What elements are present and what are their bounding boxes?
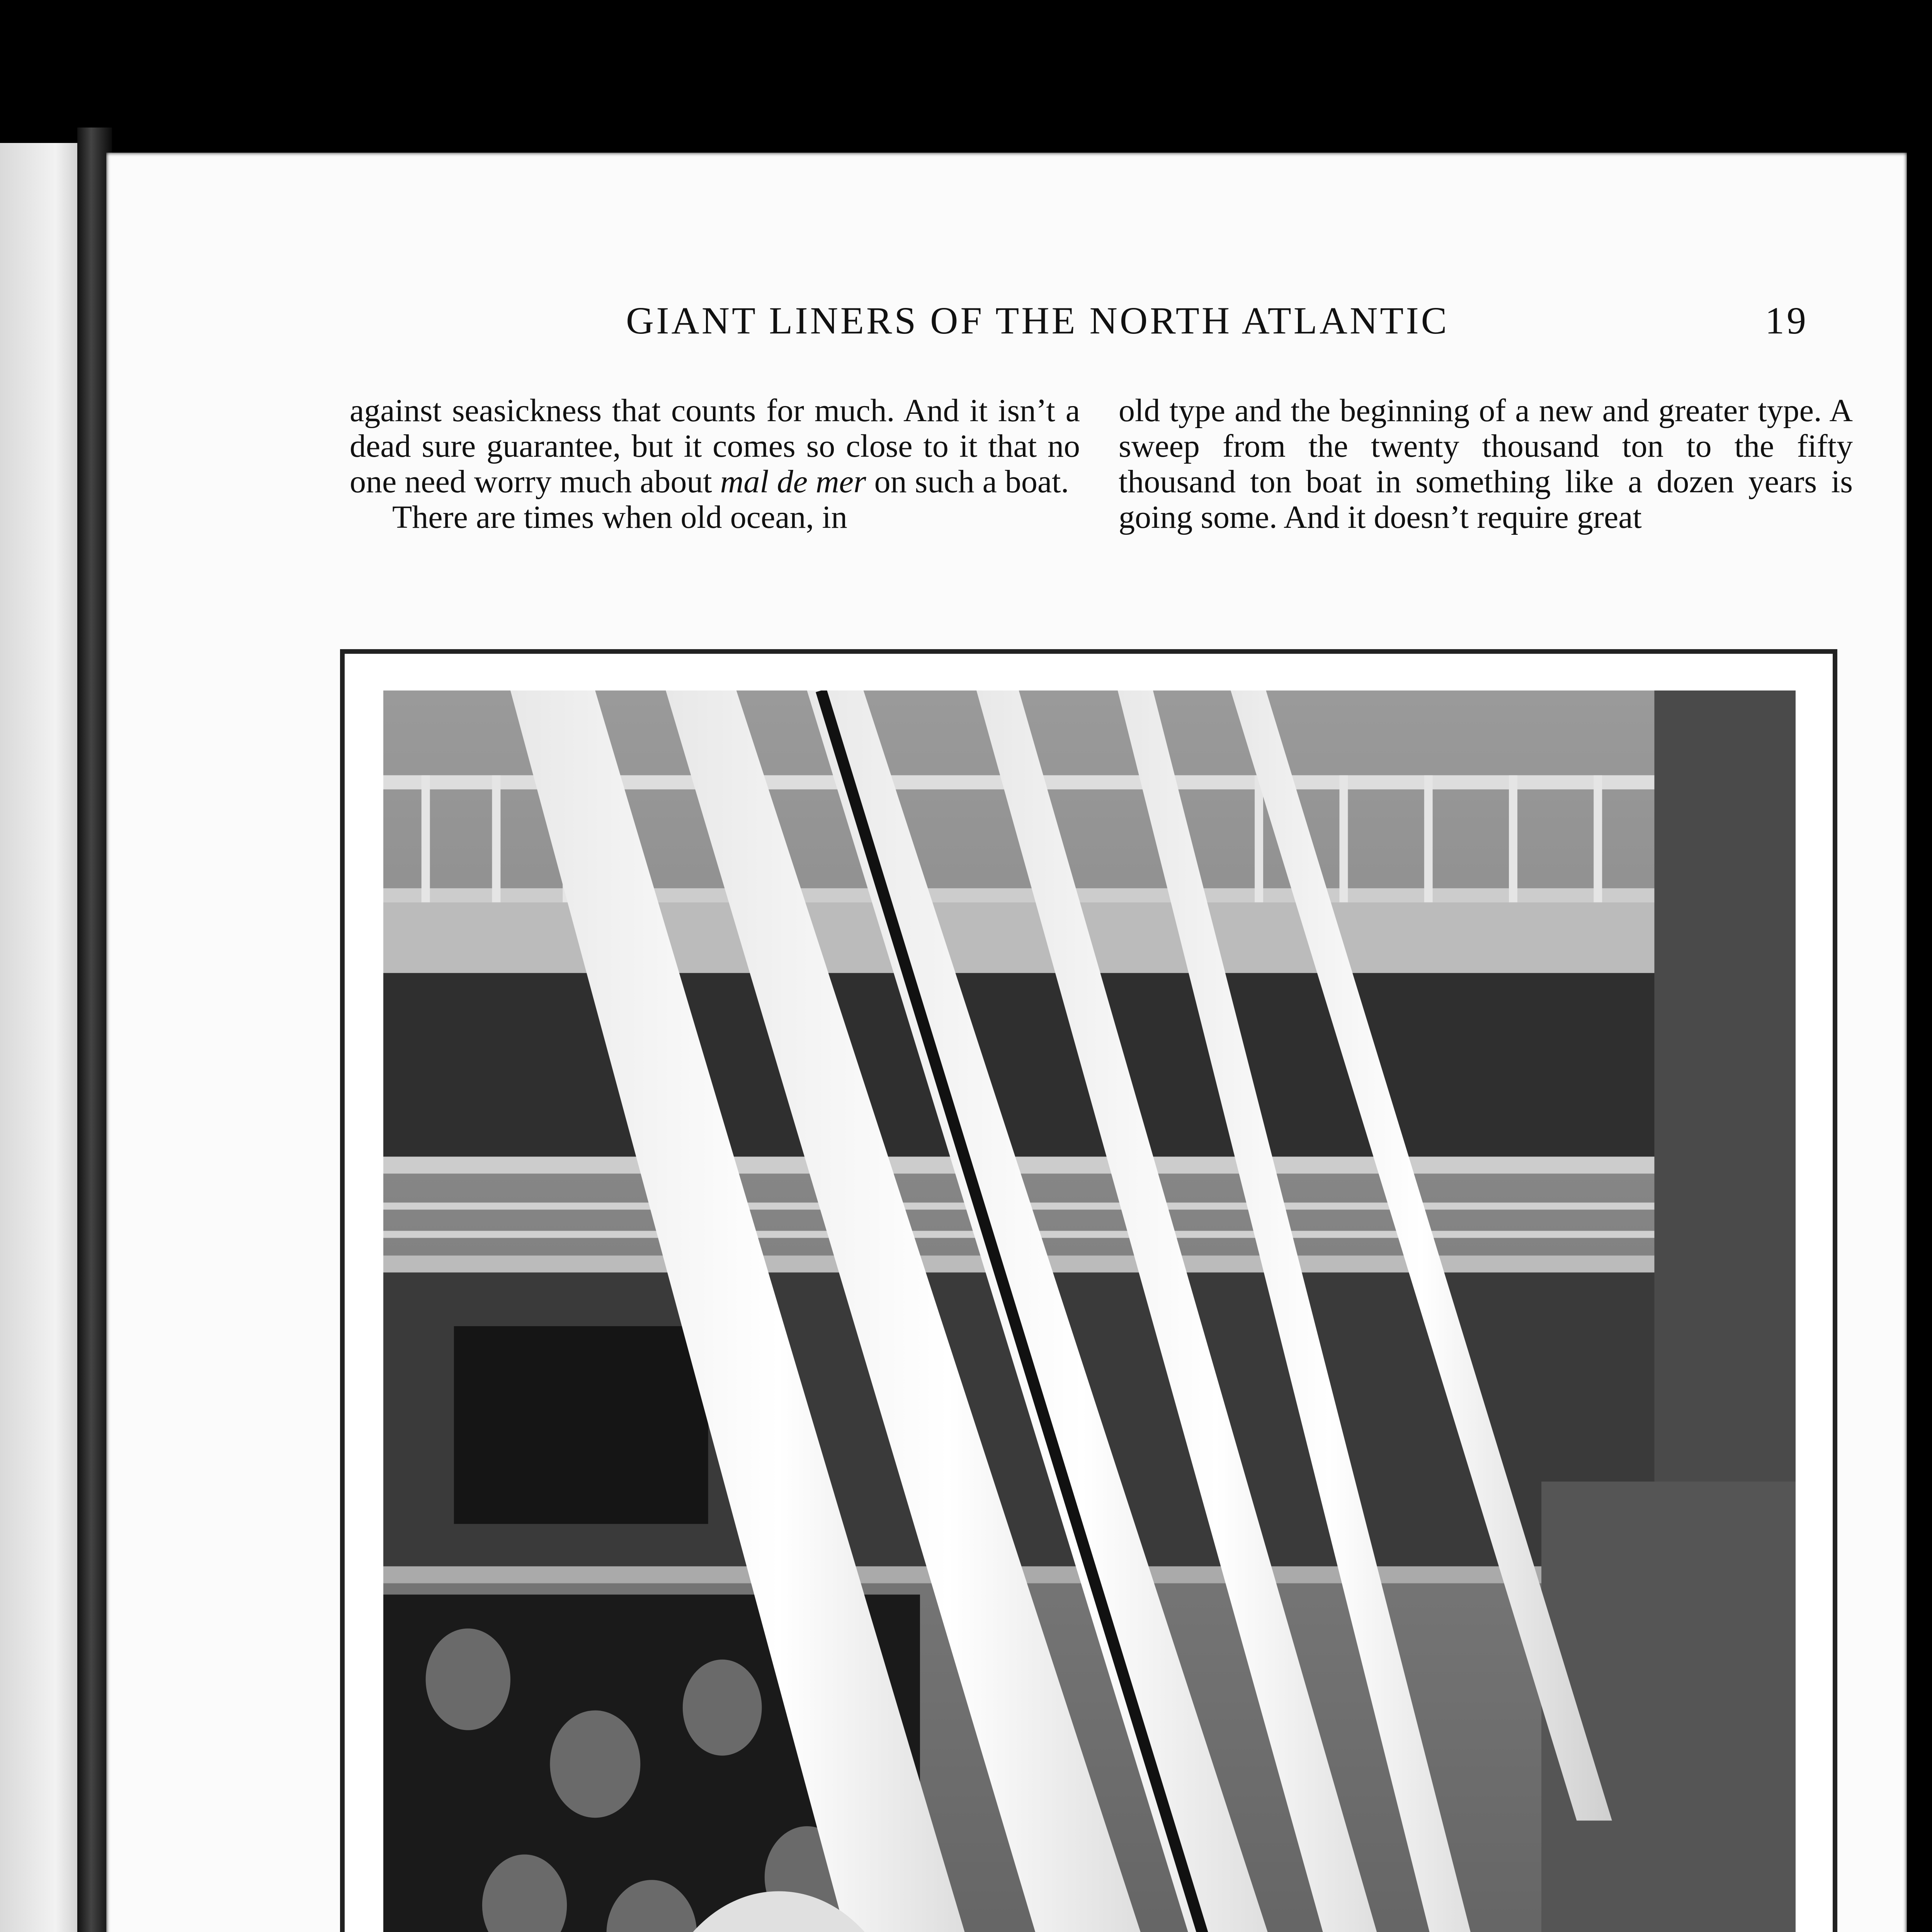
- text-run: against seasickness that counts for much. And it isn’t a dead sure guarantee, but it comes so close to it that no one need worry much about: [350, 393, 1080, 500]
- running-title: GIANT LINERS OF THE NORTH ATLANTIC: [626, 299, 1449, 342]
- text-run: on such a boat.: [874, 464, 1069, 500]
- italic-phrase: mal de mer: [720, 464, 866, 500]
- paragraph: There are times when old ocean, in: [392, 499, 847, 535]
- text-column-top-left: [350, 393, 1080, 535]
- paragraph: old type and the beginning of a new and greater type. A sweep from the twenty thousand ton to the fifty thousand ton boat in something like a dozen years is going some. And it doesn’t require great: [1119, 393, 1853, 535]
- ship-photograph: [383, 690, 1796, 1932]
- icy-deck-photo: [383, 690, 1796, 1932]
- magazine-page: [106, 153, 1907, 1932]
- paragraph: [350, 393, 1080, 500]
- text-column-top-right: [1119, 393, 1853, 535]
- photo-frame: [340, 649, 1837, 1932]
- page-number: 19: [1765, 299, 1808, 342]
